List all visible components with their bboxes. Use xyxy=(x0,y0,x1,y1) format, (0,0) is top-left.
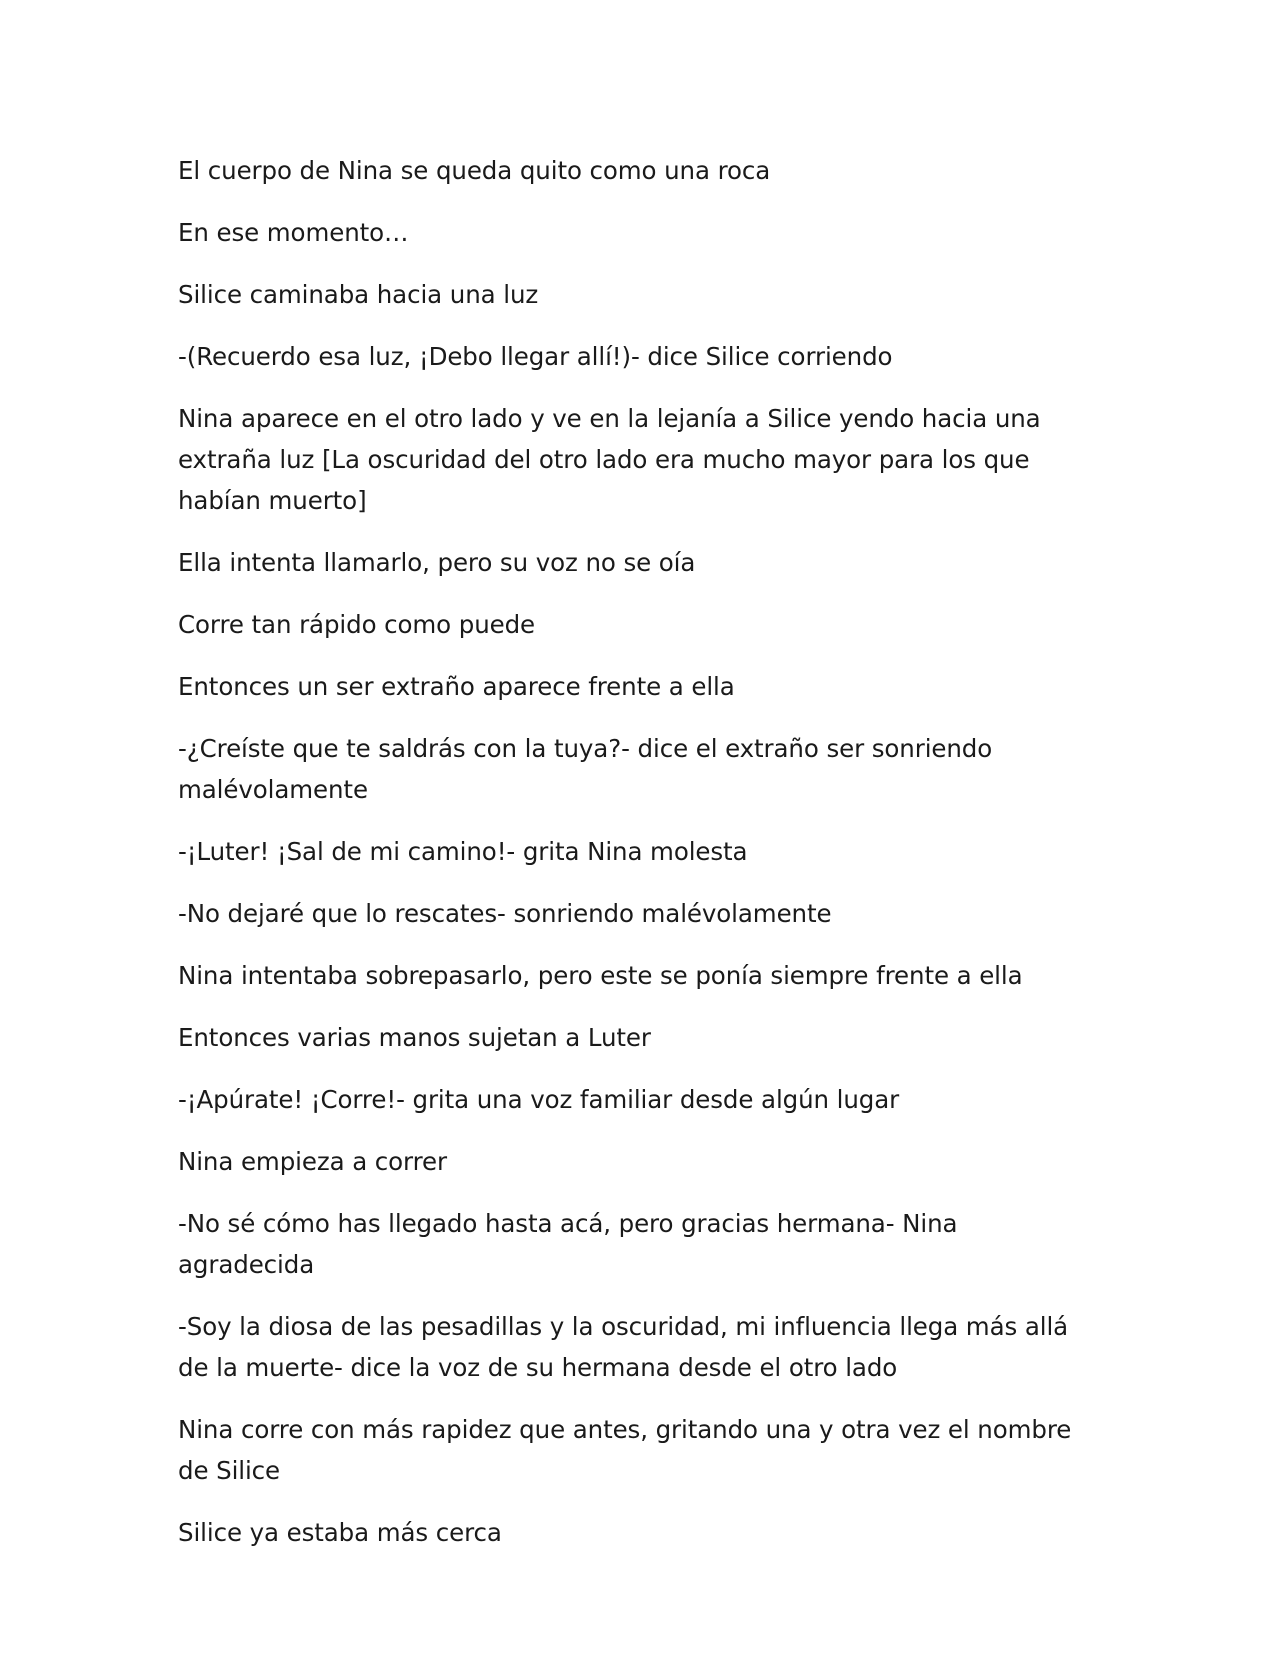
paragraph: El cuerpo de Nina se queda quito como una roca xyxy=(178,156,771,185)
paragraph: Nina intentaba sobrepasarlo, pero este se ponía siempre frente a ella xyxy=(178,961,1023,990)
paragraph: -¡Luter! ¡Sal de mi camino!- grita Nina molesta xyxy=(178,837,748,866)
paragraph: Entonces un ser extraño aparece frente a ella xyxy=(178,672,735,701)
paragraph: Corre tan rápido como puede xyxy=(178,610,536,639)
paragraph: Nina corre con más rapidez que antes, gritando una y otra vez el nombre de Silice xyxy=(178,1415,1072,1485)
paragraph: -No sé cómo has llegado hasta acá, pero gracias hermana- Nina agradecida xyxy=(178,1209,958,1279)
paragraph: Nina empieza a correr xyxy=(178,1147,447,1176)
paragraph: En ese momento… xyxy=(178,218,409,247)
paragraph: Nina aparece en el otro lado y ve en la lejanía a Silice yendo hacia una extraña luz [La oscuridad del otro lado era mucho mayor para los que habían muerto] xyxy=(178,404,1041,515)
paragraph: Entonces varias manos sujetan a Luter xyxy=(178,1023,651,1052)
paragraph: Ella intenta llamarlo, pero su voz no se oía xyxy=(178,548,696,577)
paragraph: Silice caminaba hacia una luz xyxy=(178,280,539,309)
paragraph: Silice ya estaba más cerca xyxy=(178,1518,502,1547)
paragraph: -¡Apúrate! ¡Corre!- grita una voz familiar desde algún lugar xyxy=(178,1085,900,1114)
paragraph: -No dejaré que lo rescates- sonriendo malévolamente xyxy=(178,899,832,928)
document-body xyxy=(178,150,1098,1574)
paragraph: -¿Creíste que te saldrás con la tuya?- dice el extraño ser sonriendo malévolamente xyxy=(178,734,993,804)
paragraph: -(Recuerdo esa luz, ¡Debo llegar allí!)- dice Silice corriendo xyxy=(178,342,893,371)
paragraph: -Soy la diosa de las pesadillas y la oscuridad, mi influencia llega más allá de la muerte- dice la voz de su hermana desde el otro lado xyxy=(178,1312,1069,1382)
